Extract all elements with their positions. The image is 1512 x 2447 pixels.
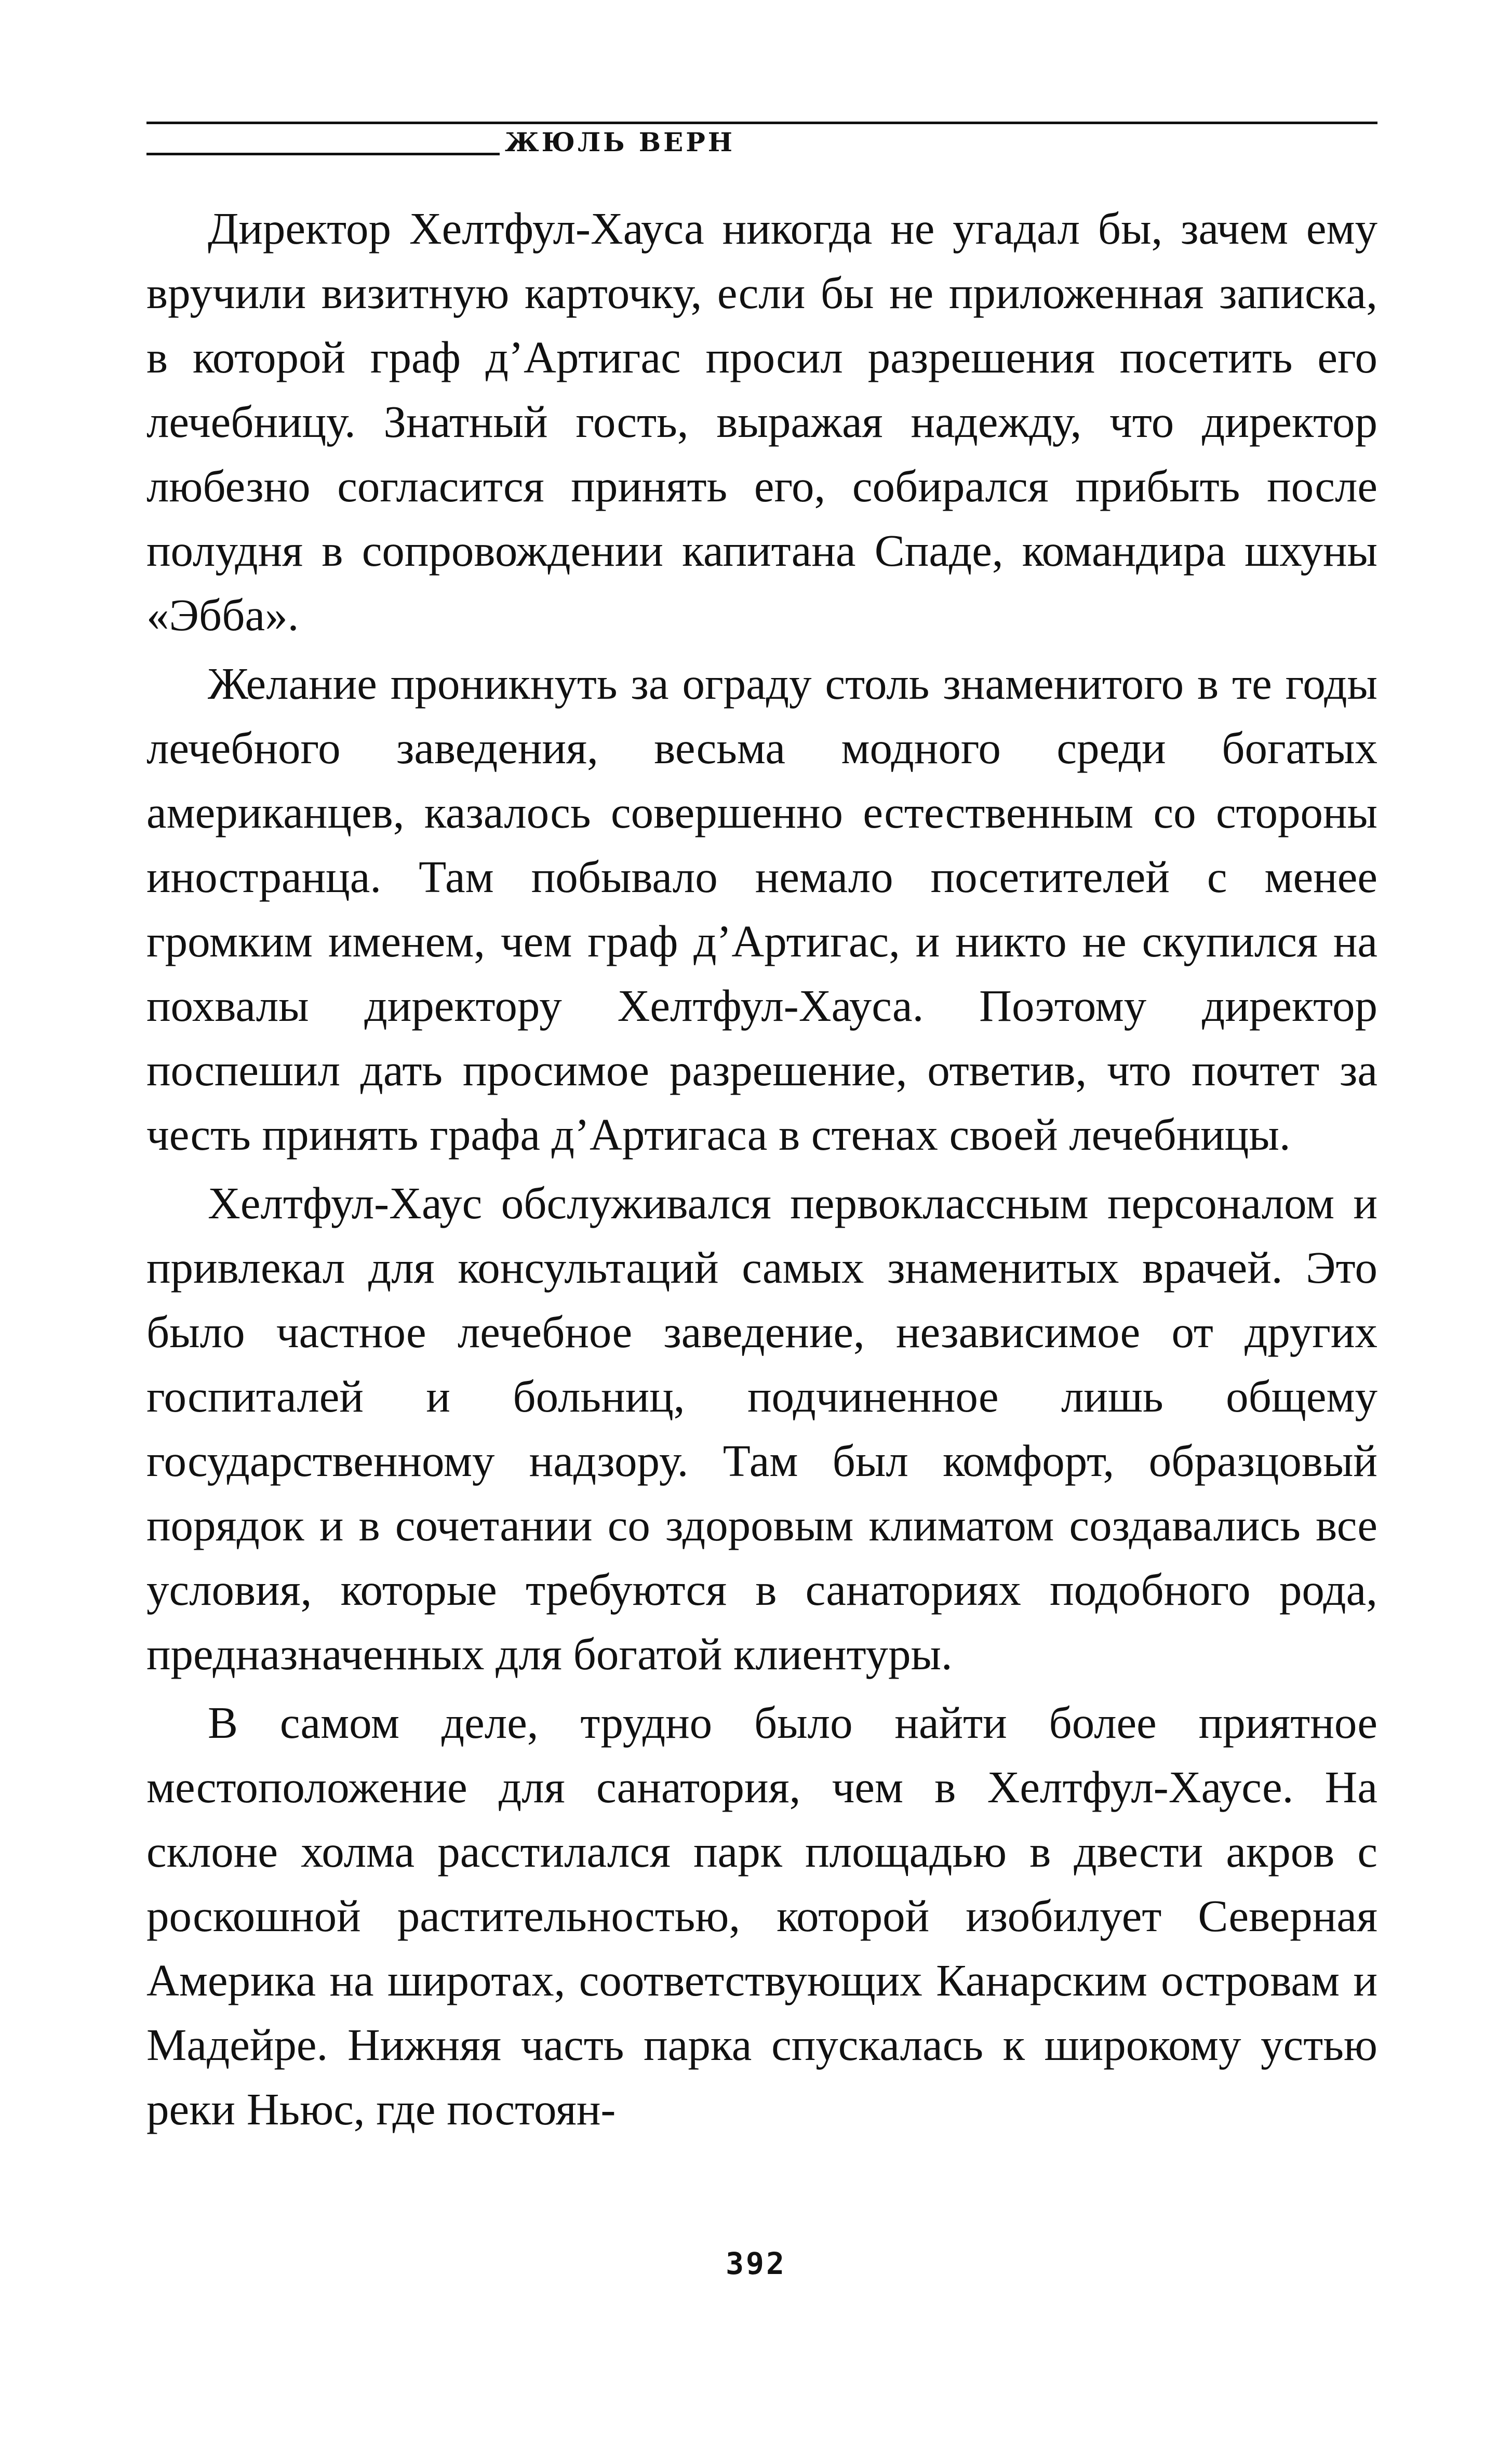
body-text [146,196,1377,2146]
running-header [146,122,1377,158]
running-title: ЖЮЛЬ ВЕРН [505,127,735,157]
header-rule-top [146,122,1377,124]
paragraph-1: Директор Хелтфул-Хауса никогда не угадал бы, зачем ему вручили визитную карточку, если бы не приложенная записка, в которой граф д’Артигас просил разрешения посетить его лечебницу. Знатный гость, выражая надежду, что директор любезно согласится принять его, собирался прибыть после полудня в сопровождении капитана Спаде, командира шхуны «Эбба». [146,203,1377,640]
header-rule-left [146,153,500,155]
paragraph-4: В самом деле, трудно было найти более приятное местоположение для санатория, чем в Хелтфул-Хаусе. На склоне холма расстилался парк площадью в двести акров с роскошной растительностью, которой изобилует Северная Америка на широтах, соответствующих Канарским островам и Мадейре. Нижняя часть парка спускалась к широкому устью реки Ньюс, где постоян- [146,1697,1377,2134]
page-number: 392 [726,2246,786,2281]
paragraph-3: Хелтфул-Хаус обслуживался первоклассным персоналом и привлекал для консультаций самых знаменитых врачей. Это было частное лечебное заведение, независимое от других госпиталей и больниц, подчиненное лишь общему государственному надзору. Там был комфорт, образцовый порядок и в сочетании со здоровым климатом создавались все условия, которые требуются в санаториях подобного рода, предназначенных для богатой клиентуры. [146,1178,1377,1679]
paragraph-2: Желание проникнуть за ограду столь знаменитого в те годы лечебного заведения, весьма модного среди богатых американцев, казалось совершенно естественным со стороны иностранца. Там побывало немало посетителей с менее громким именем, чем граф д’Артигас, и никто не скупился на похвалы директору Хелтфул-Хауса. Поэтому директор поспешил дать просимое разрешение, ответив, что почтет за честь принять графа д’Артигаса в стенах своей лечебницы. [146,658,1377,1160]
